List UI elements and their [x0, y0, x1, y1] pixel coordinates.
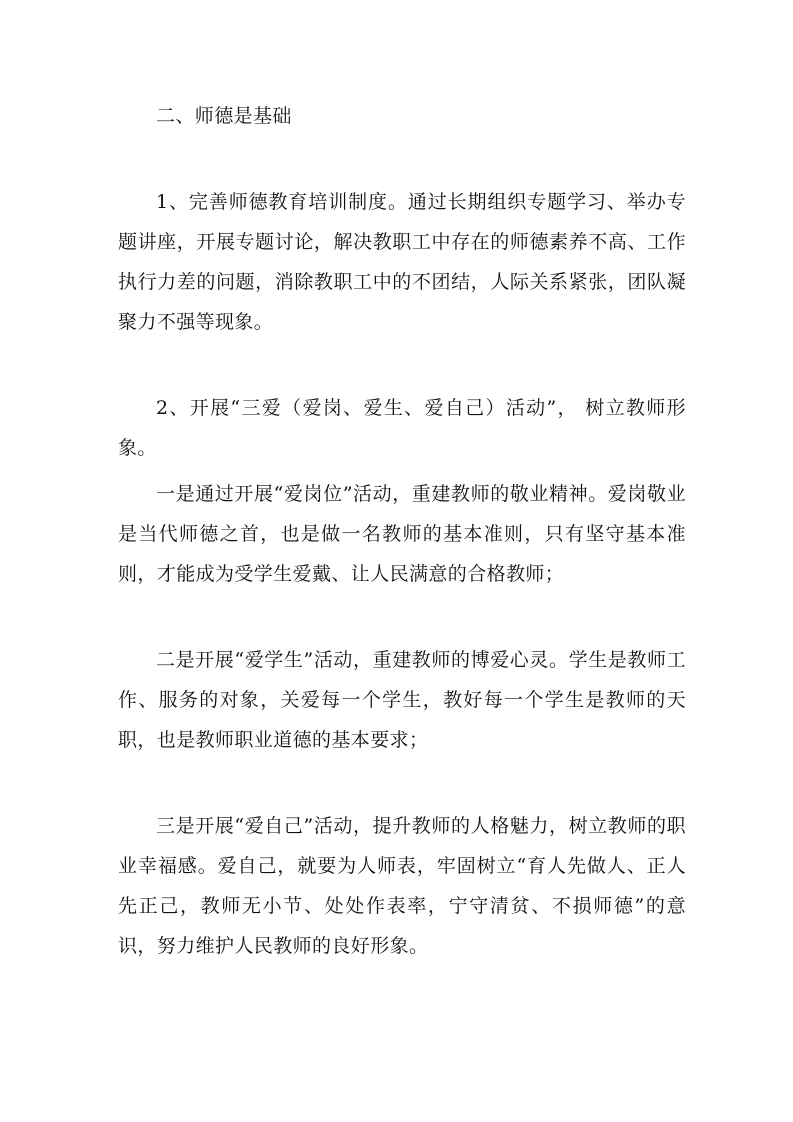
- paragraph-love-post: 一是通过开展“爱岗位”活动，重建教师的敬业精神。爱岗敬业是当代师德之首，也是做一名教师的基本准则，只有坚守基本准则，才能成为受学生爱戴、让人民满意的合格教师；: [118, 483, 686, 585]
- paragraph-three-loves: 2、开展“三爱（爱岗、爱生、爱自己）活动”， 树立教师形象。: [118, 397, 686, 459]
- paragraph-love-self: 三是开展“爱自己”活动，提升教师的人格魅力，树立教师的职业幸福感。爱自己，就要为人师表，牢固树立“育人先做人、正人先正己，教师无小节、处处作表率，宁守清贫、不损师德”的意识，努力维护人民教师的良好形象。: [118, 815, 686, 957]
- paragraph-training-system: 1、完善师德教育培训制度。通过长期组织专题学习、举办专题讲座，开展专题讨论，解决教职工中存在的师德素养不高、工作执行力差的问题，消除教职工中的不团结，人际关系紧张，团队凝聚力不强等现象。: [118, 191, 686, 333]
- section-heading: 二、师德是基础: [156, 105, 292, 127]
- paragraph-love-students: 二是开展“爱学生”活动，重建教师的博爱心灵。学生是教师工作、服务的对象，关爱每一个学生，教好每一个学生是教师的天职，也是教师职业道德的基本要求；: [118, 649, 686, 751]
